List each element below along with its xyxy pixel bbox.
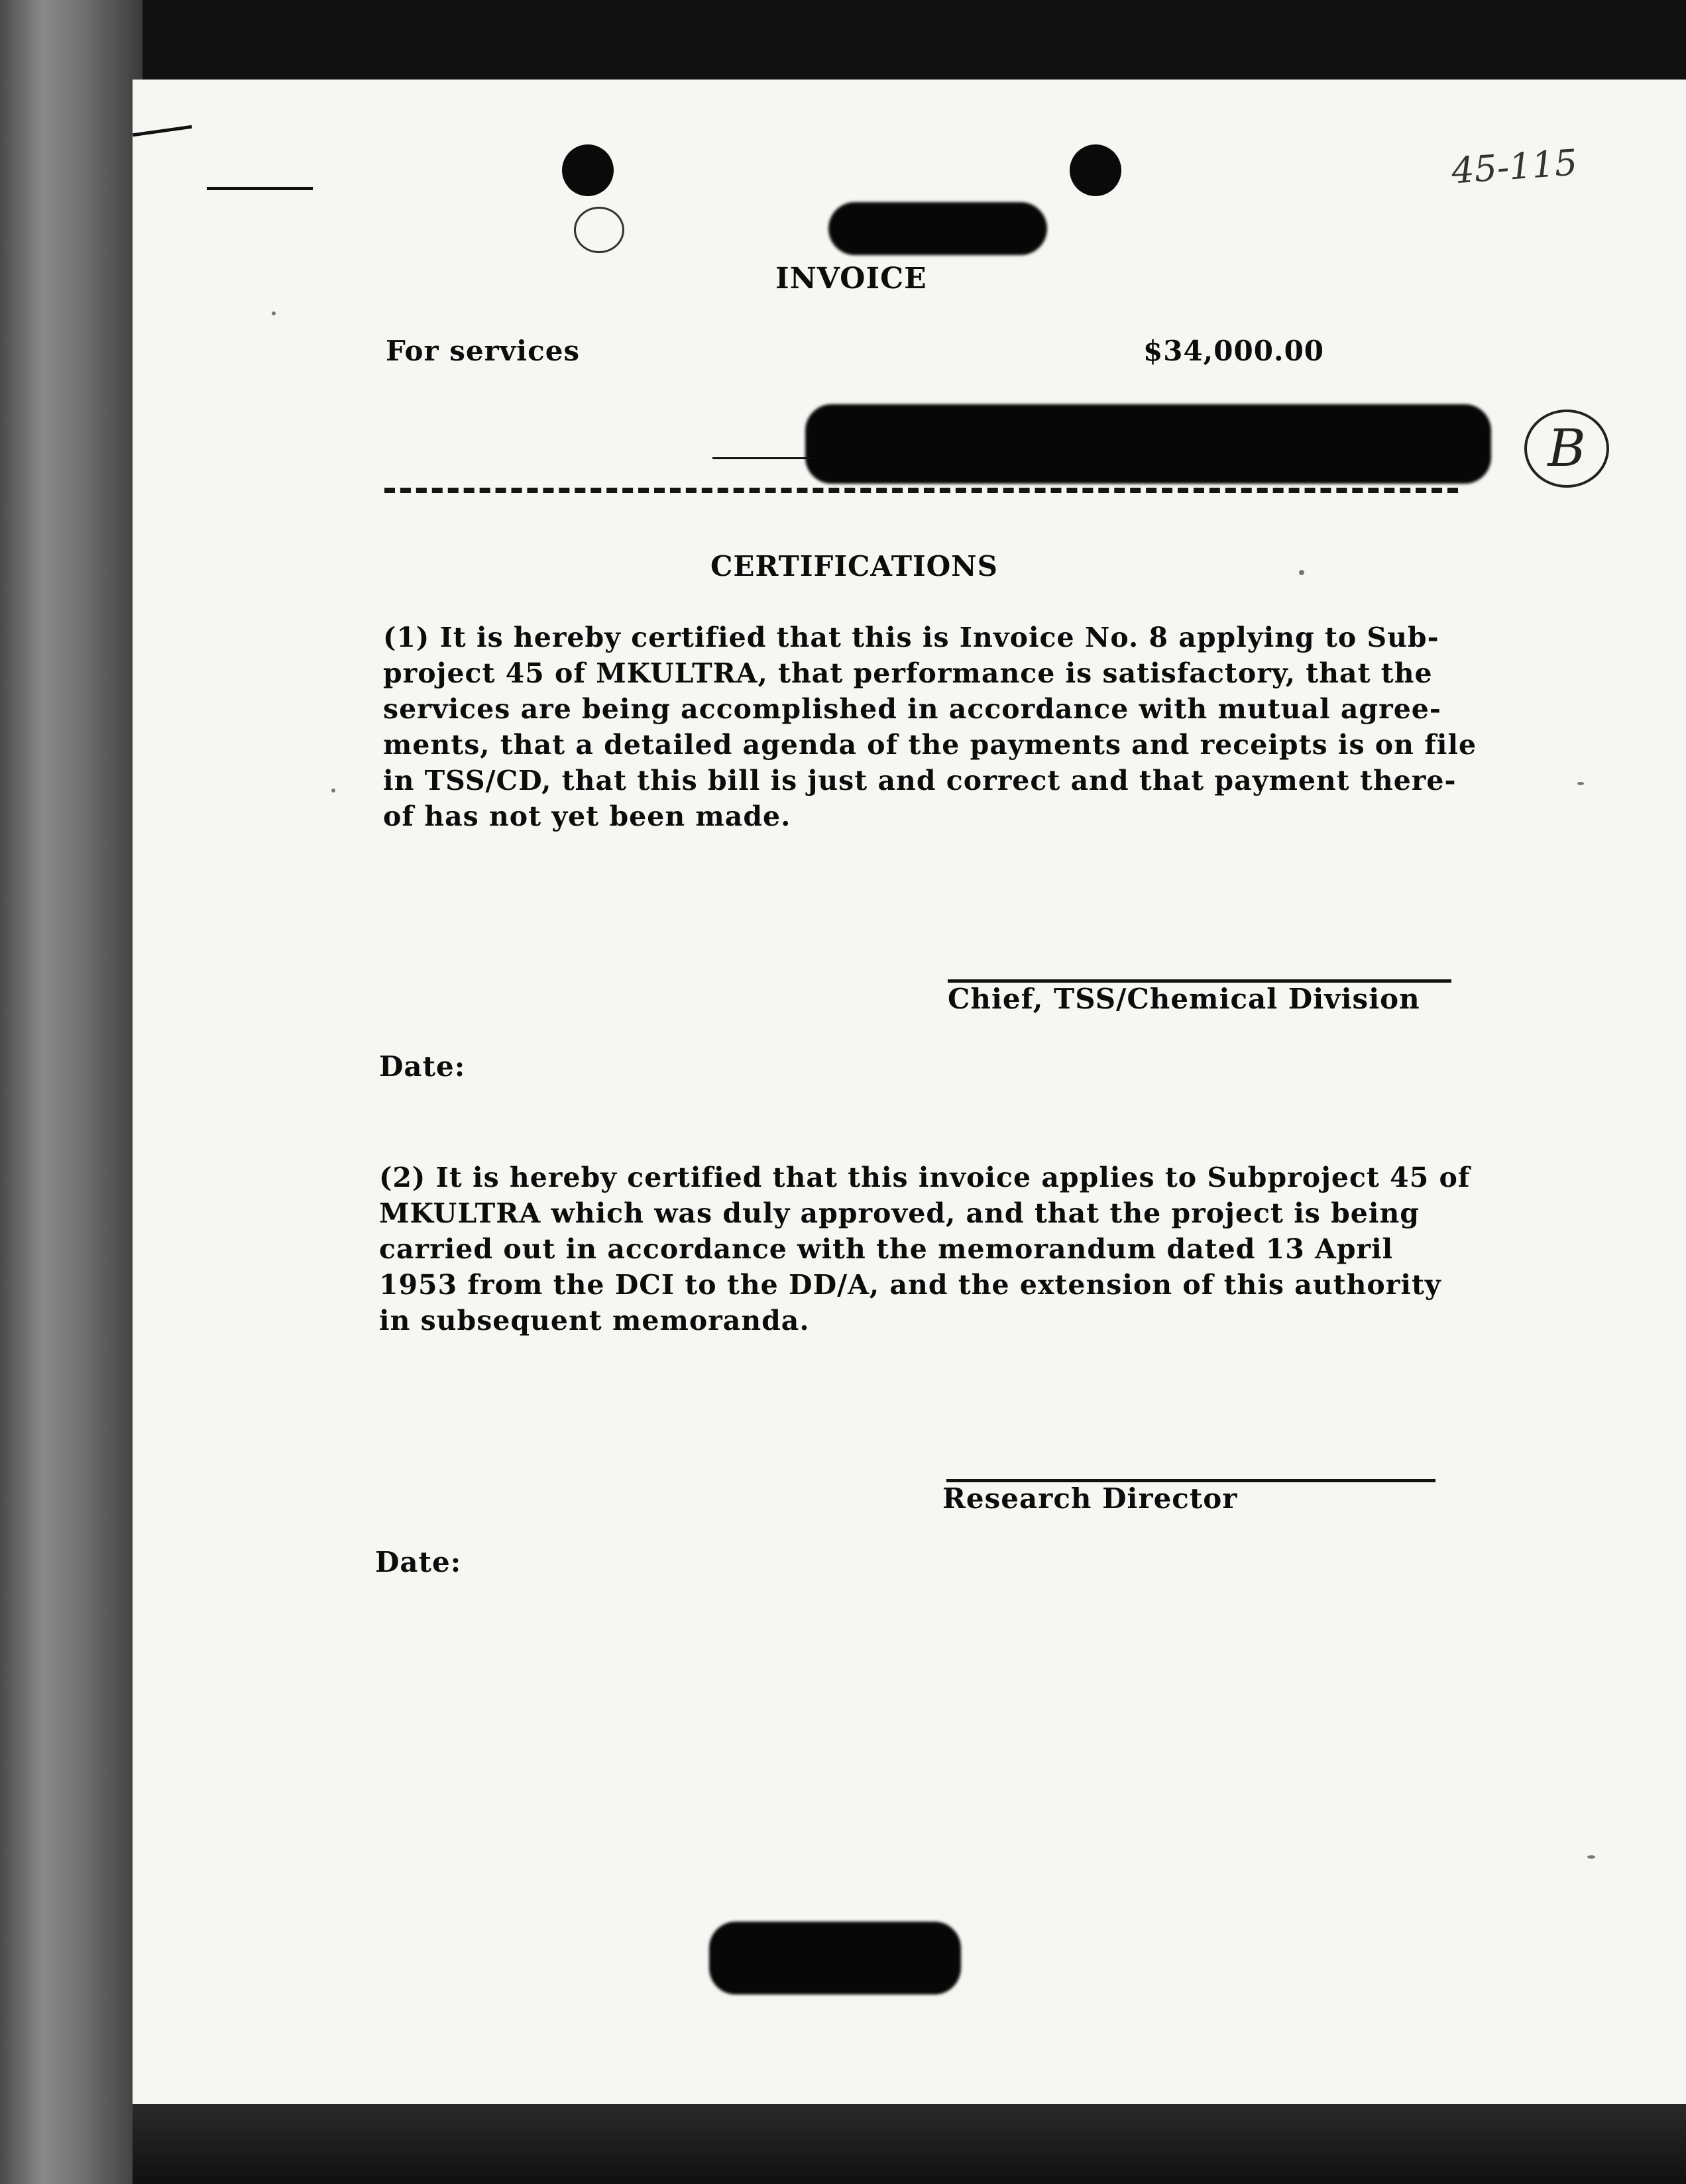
scan-left-edge — [0, 0, 142, 2184]
scan-speck — [1587, 1855, 1595, 1859]
scan-bottom-edge — [133, 2104, 1686, 2184]
redaction-top — [828, 202, 1047, 255]
document-number: 45-115 — [1450, 141, 1579, 192]
scan-speck — [1299, 570, 1304, 575]
signatory-research-director: Research Director — [942, 1482, 1238, 1515]
short-rule — [712, 457, 812, 459]
date-label-1: Date: — [379, 1050, 466, 1083]
certifications-heading: CERTIFICATIONS — [710, 550, 998, 582]
punch-hole-right — [1070, 144, 1121, 196]
circled-letter: B — [1524, 410, 1609, 488]
scan-speck — [331, 789, 335, 792]
signatory-chief-tss: Chief, TSS/Chemical Division — [948, 983, 1420, 1015]
scan-speck — [1577, 782, 1584, 785]
redaction-bottom — [709, 1922, 961, 1994]
certification-paragraph-2: (2) It is hereby certified that this invoice applies to Subproject 45 of MKULTRA which was duly approved, and that the project is being carried out in accordance with the memorandum dated 13 April 1953 from the DCI to the DD/A, and the extension of this authority in subsequent memoranda. — [379, 1162, 1471, 1337]
dashed-separator — [384, 488, 1458, 493]
invoice-title: INVOICE — [775, 262, 927, 296]
document-page — [133, 80, 1686, 2107]
stray-mark — [207, 187, 313, 190]
for-services-label: For services — [386, 335, 581, 367]
punch-hole-left — [562, 144, 614, 196]
scan-speck — [272, 311, 276, 315]
redaction-middle — [805, 404, 1491, 484]
certification-paragraph-1: (1) It is hereby certified that this is Invoice No. 8 applying to Sub-project 45 of MKULTRA, that performance is satisfactory, that the services are being accomplished in accordance with mutual agree-ments, that a detailed agenda of the payments and receipts is on file in TSS/CD, that this bill is just and correct and that payment there-of has not yet been made. — [383, 622, 1477, 832]
date-label-2: Date: — [375, 1546, 462, 1578]
invoice-amount: $34,000.00 — [1143, 335, 1325, 367]
hand-drawn-circle — [574, 207, 624, 253]
